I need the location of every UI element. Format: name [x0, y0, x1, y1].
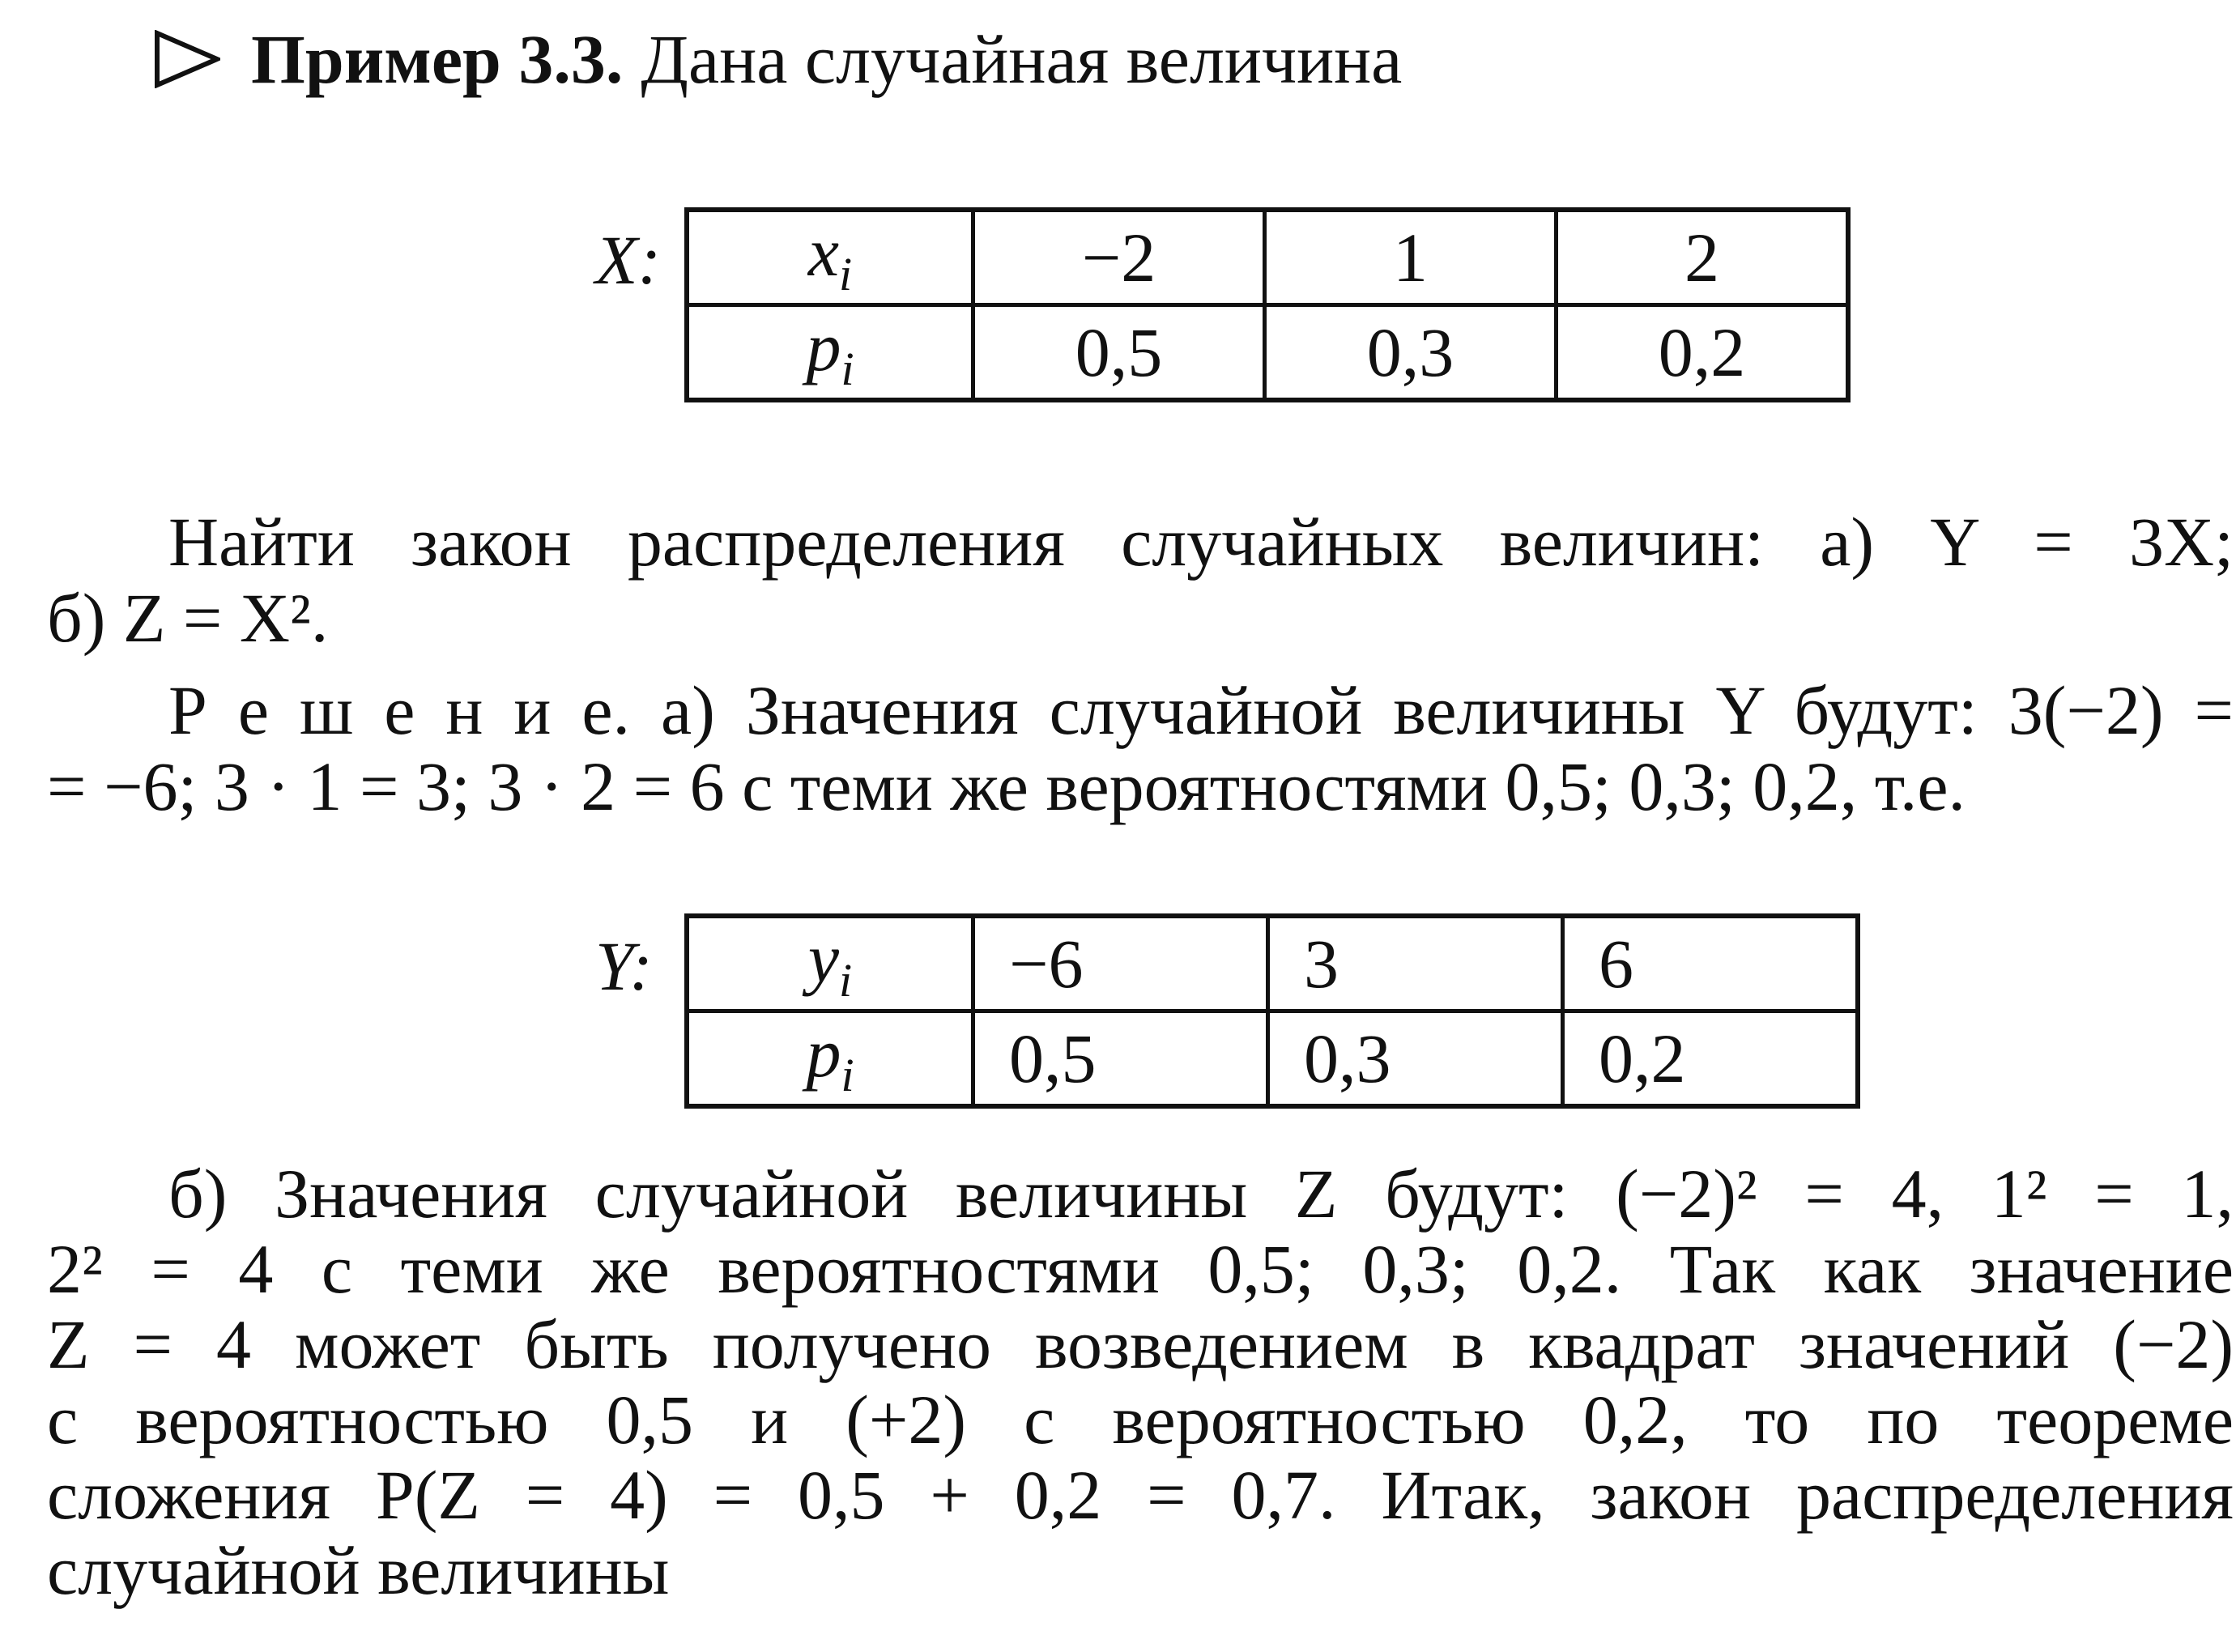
- table-cell: 0,3: [1268, 1011, 1563, 1107]
- table-y-label: Y:: [595, 927, 653, 1005]
- table-cell: 0,5: [973, 305, 1265, 401]
- table-cell: 0,2: [1563, 1011, 1859, 1107]
- part-b-line: с вероятностью 0,5 и (+2) с вероятностью 0,2, то по теореме: [47, 1381, 2234, 1458]
- table-cell: 1: [1265, 210, 1557, 305]
- distribution-table-x: [684, 207, 1851, 402]
- part-b-line: б) Значения случайной величины Z будут: (−2)² = 4, 1² = 1,: [168, 1155, 2234, 1233]
- table-cell: 6: [1563, 916, 1859, 1011]
- table-head-cell: $x_i$: [687, 210, 973, 305]
- part-b-line: Z = 4 может быть получено возведением в квадрат значений (−2): [47, 1305, 2234, 1383]
- table-cell: 0,3: [1265, 305, 1557, 401]
- example-label: Пример 3.3.: [251, 20, 624, 98]
- table-row: [687, 1011, 1858, 1107]
- solution-line-1: Р е ш е н и е. а) Значения случайной величины Y будут: 3(−2) =: [168, 671, 2234, 749]
- task-paragraph: [47, 504, 2234, 656]
- table-cell: 2: [1557, 210, 1849, 305]
- part-b-line: случайной величины: [47, 1531, 670, 1609]
- table-row: [687, 305, 1848, 401]
- task-line-1: Найти закон распределения случайных величин: а) Y = 3X;: [168, 503, 2234, 581]
- table-cell: −6: [973, 916, 1268, 1011]
- solution-paragraph: [47, 672, 2234, 824]
- triangle-right-outline-icon: [154, 30, 220, 88]
- table-cell: −2: [973, 210, 1265, 305]
- table-head-cell: $p_i$: [687, 1011, 973, 1107]
- distribution-table-x-block: [595, 207, 1851, 402]
- part-b-line: сложения P(Z = 4) = 0,5 + 0,2 = 0,7. Итак, закон распределения: [47, 1456, 2234, 1534]
- distribution-table-y-block: [595, 913, 1860, 1109]
- table-x-label: X:: [595, 221, 662, 299]
- task-line-2: б) Z = X².: [47, 579, 329, 657]
- part-b-line: 2² = 4 с теми же вероятностями 0,5; 0,3; 0,2. Так как значение: [47, 1230, 2234, 1308]
- example-text: Дана случайная величина: [641, 20, 1403, 98]
- table-head-cell: $p_i$: [687, 305, 973, 401]
- table-cell: 0,2: [1557, 305, 1849, 401]
- table-cell: 0,5: [973, 1011, 1268, 1107]
- table-cell: 3: [1268, 916, 1563, 1011]
- solution-line-2: = −6; 3 · 1 = 3; 3 · 2 = 6 с теми же вероятностями 0,5; 0,3; 0,2, т.е.: [47, 747, 1966, 825]
- example-heading: [154, 15, 1402, 104]
- table-row: [687, 210, 1848, 305]
- distribution-table-y: [684, 913, 1860, 1109]
- part-b-paragraph: [47, 1156, 2234, 1608]
- table-head-cell: $y_i$: [687, 916, 973, 1011]
- table-row: [687, 916, 1858, 1011]
